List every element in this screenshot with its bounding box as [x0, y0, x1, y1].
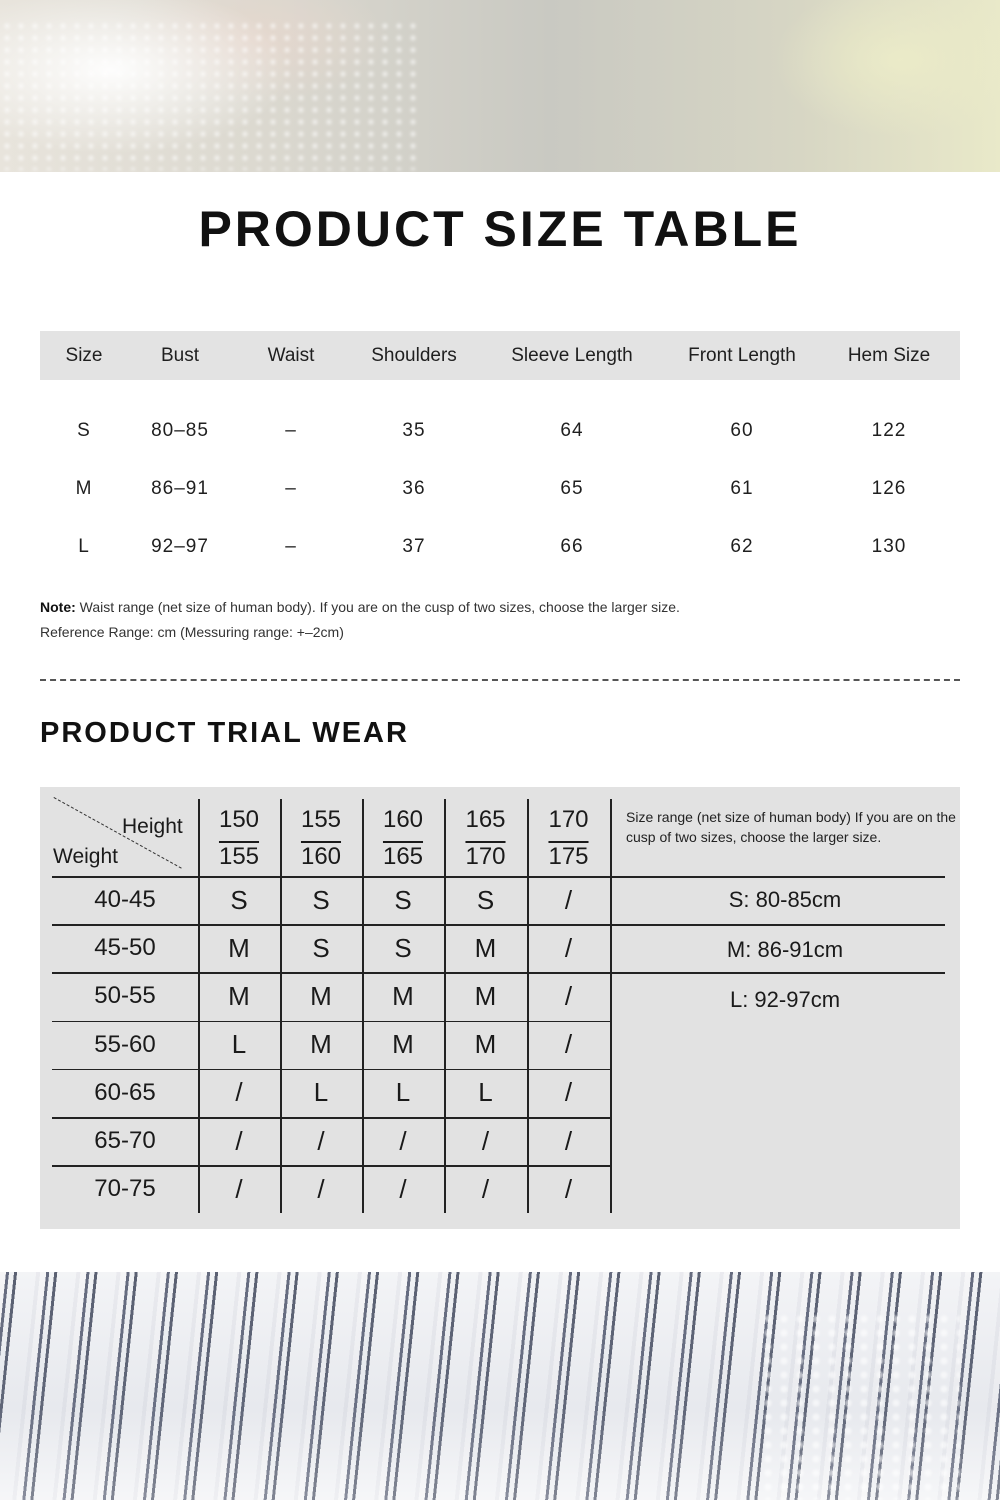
table-cell: 61 — [730, 478, 754, 499]
size-recommendation-cell: S — [312, 932, 330, 963]
size-recommendation-cell: M — [310, 1029, 332, 1060]
range-note: Size range (net size of human body) If you are on the cusp of two sizes, choose the larger size. — [626, 809, 956, 845]
weight-label: 45-50 — [94, 934, 156, 962]
size-recommendation-cell: L — [395, 1077, 411, 1108]
size-table-body — [40, 402, 960, 576]
bottom-product-photo — [0, 1272, 1000, 1500]
table-cell: 80–85 — [151, 420, 209, 441]
size-recommendation-cell: M — [310, 980, 332, 1011]
size-recommendation-cell: S — [230, 884, 248, 915]
table-cell: 66 — [560, 536, 584, 557]
size-recommendation-cell: / — [235, 1173, 243, 1204]
header-size: Size — [65, 344, 103, 366]
size-recommendation-cell: / — [564, 1173, 573, 1204]
table-cell: 60 — [730, 420, 754, 441]
height-header: 165 170 — [465, 806, 506, 870]
trial-wear-table — [40, 787, 960, 1229]
size-recommendation-cell: / — [564, 884, 573, 915]
range-s: S: 80-85cm — [728, 887, 842, 912]
weight-label: 50-55 — [94, 982, 156, 1010]
table-cell: 36 — [402, 478, 426, 499]
note-line — [40, 595, 680, 620]
height-header: 150 155 — [218, 806, 260, 870]
weight-label: 65-70 — [94, 1127, 156, 1155]
size-recommendation-cell: M — [474, 932, 497, 963]
size-recommendation-cell: S — [476, 884, 495, 915]
table-cell: 86–91 — [151, 478, 209, 499]
size-recommendation-cell: M — [392, 1029, 414, 1060]
size-recommendation-cell: / — [564, 932, 573, 963]
range-m: M: 86-91cm — [726, 937, 844, 962]
grid-vertical-line — [610, 799, 612, 1213]
table-cell: 62 — [730, 536, 754, 557]
size-recommendation-cell: S — [394, 884, 412, 915]
weight-label: 70-75 — [94, 1175, 156, 1203]
size-table-title: PRODUCT SIZE TABLE — [198, 201, 802, 257]
header-hem-size: Hem Size — [847, 344, 931, 366]
note-text: Waist range (net size of human body). If you are on the cusp of two sizes, choose the larger size. — [79, 599, 680, 615]
table-cell: – — [285, 536, 297, 557]
weight-label: 55-60 — [94, 1030, 156, 1058]
size-recommendation-cell: / — [317, 1173, 325, 1204]
table-cell: 65 — [560, 478, 584, 499]
size-recommendation-cell: S — [312, 884, 330, 915]
top-product-photo — [0, 0, 1000, 172]
table-cell: – — [285, 420, 297, 441]
size-recommendation-cell: L — [478, 1077, 493, 1108]
height-header: 170 175 — [548, 806, 589, 870]
table-cell: L — [78, 536, 90, 557]
size-recommendation-cell: / — [235, 1077, 243, 1108]
size-recommendation-cell: M — [474, 980, 497, 1011]
table-cell: 130 — [871, 536, 907, 557]
table-cell: 92–97 — [151, 536, 209, 557]
trial-wear-title: PRODUCT TRIAL WEAR — [40, 717, 409, 749]
size-recommendation-cell: L — [313, 1077, 329, 1108]
table-row — [40, 402, 960, 460]
table-cell: M — [75, 478, 93, 499]
table-cell: 126 — [871, 478, 907, 499]
size-recommendation-cell: / — [564, 1029, 573, 1060]
reference-range: Reference Range: cm (Messuring range: +–2cm) — [40, 624, 344, 640]
size-recommendation-cell: M — [392, 980, 414, 1011]
size-recommendation-cell: M — [228, 932, 250, 963]
table-row — [40, 518, 960, 576]
table-cell: 37 — [402, 536, 426, 557]
size-recommendation-cell: M — [474, 1029, 497, 1060]
table-cell: – — [285, 478, 297, 499]
size-recommendation-cell: S — [394, 932, 412, 963]
trial-wear-grid — [40, 787, 960, 1229]
header-waist: Waist — [267, 344, 315, 366]
size-table — [40, 331, 960, 576]
header-shoulders: Shoulders — [371, 344, 457, 366]
lace-texture — [0, 20, 420, 170]
table-cell: 122 — [871, 420, 907, 441]
size-recommendation-cell: / — [481, 1125, 490, 1156]
size-table-header — [40, 331, 960, 380]
table-cell: 35 — [402, 420, 426, 441]
size-recommendation-cell: / — [317, 1125, 325, 1156]
size-recommendation-cell: / — [235, 1125, 243, 1156]
height-header: 160 165 — [382, 806, 424, 870]
section-divider — [40, 679, 960, 681]
size-recommendation-cell: / — [481, 1173, 490, 1204]
weight-label: 60-65 — [94, 1078, 156, 1106]
size-recommendation-cell: L — [231, 1029, 247, 1060]
size-recommendation-cell: / — [399, 1125, 407, 1156]
range-l: L: 92-97cm — [729, 987, 841, 1012]
corner-weight-label: Weight — [53, 845, 118, 868]
weight-label: 40-45 — [94, 886, 156, 914]
table-row — [40, 460, 960, 518]
size-recommendation-cell: / — [564, 1125, 573, 1156]
header-bust: Bust — [160, 344, 200, 366]
height-header: 155 160 — [300, 806, 342, 870]
note-label: Note: — [40, 599, 76, 615]
size-recommendation-cell: / — [564, 1077, 573, 1108]
table-cell: 64 — [560, 420, 584, 441]
header-sleeve-length: Sleeve Length — [511, 344, 633, 366]
lace-texture — [760, 1312, 960, 1500]
table-cell: S — [77, 420, 91, 441]
corner-height-label: Height — [122, 815, 183, 838]
size-recommendation-cell: / — [399, 1173, 407, 1204]
header-front-length: Front Length — [688, 344, 796, 366]
size-note — [40, 595, 680, 645]
size-recommendation-cell: M — [228, 980, 250, 1011]
size-recommendation-cell: / — [564, 980, 573, 1011]
